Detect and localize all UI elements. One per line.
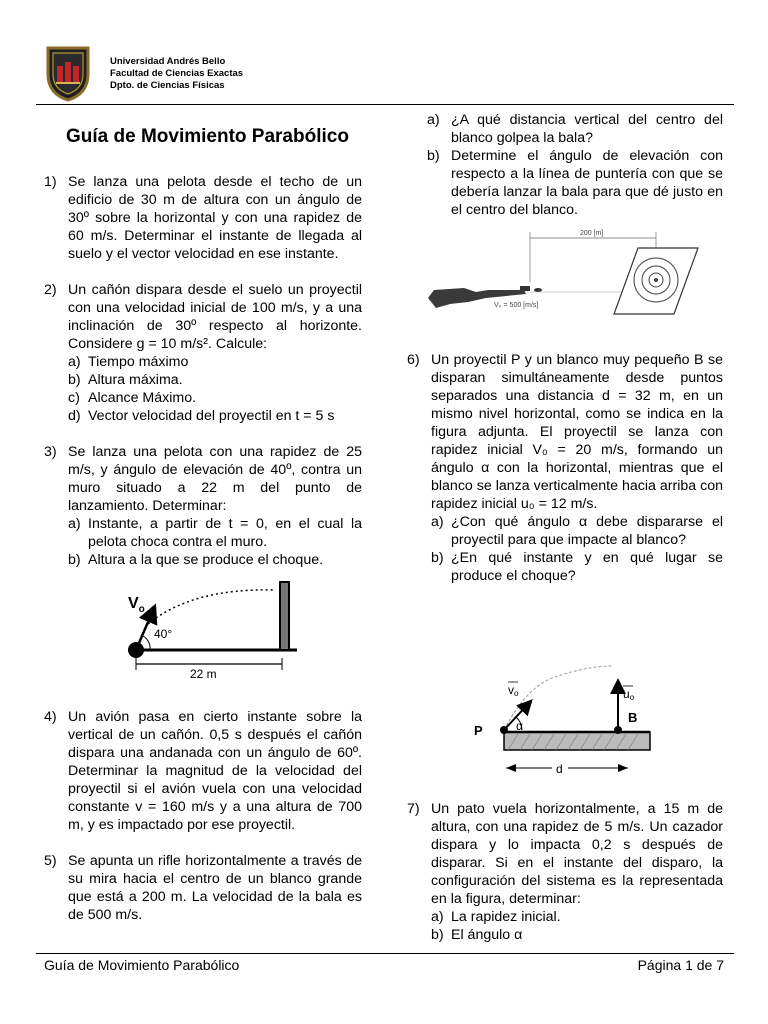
problem-number: 2) (44, 282, 57, 298)
problem-number: 1) (44, 174, 57, 190)
subitem (68, 371, 362, 389)
subitem-text: Altura a la que se produce el choque. (88, 552, 324, 568)
problem-number: 7) (407, 801, 420, 817)
subitem-letter: b) (68, 552, 81, 568)
problem-3 (44, 443, 362, 569)
u-sub-label: o (629, 693, 635, 702)
figure-projectile-target (468, 594, 658, 780)
angle-label: 40° (154, 627, 173, 641)
velocity-sub-label: o (138, 604, 145, 615)
university-logo (44, 44, 92, 102)
subitem-letter: c) (68, 390, 80, 406)
left-column (44, 173, 362, 569)
subitem (431, 926, 723, 944)
subitem-text: Vector velocidad del proyectil en t = 5 s (88, 408, 335, 424)
svg-text:Vo (128, 595, 145, 615)
subitem (68, 353, 362, 371)
v-sub-label: o (514, 689, 519, 698)
department-name: Dpto. de Ciencias Físicas (110, 80, 225, 91)
subitem (68, 551, 362, 569)
right-column-top (407, 111, 723, 219)
page-number: Página 1 de 7 (637, 957, 724, 973)
distance-label: 22 m (190, 667, 217, 680)
footer-title: Guía de Movimiento Parabólico (44, 957, 240, 973)
problem-text: Un avión pasa en cierto instante sobre la vertical de un cañón. 0,5 s después el cañón dispara una andanada con un ángulo de 60º. Determinar la magnitud de la velocidad del proyectil si el avión vuela con una velocidad constante v = 160 m/s y a una altura de 700 m, y es impactado por ese proyectil. (68, 709, 362, 833)
subitem (68, 515, 362, 551)
figure-wall-throw (112, 576, 312, 680)
subitem-text: ¿Con qué ángulo α debe dispararse el proyectil para que impacte al blanco? (451, 514, 723, 548)
subitem-letter: a) (427, 112, 440, 128)
page-title: Guía de Movimiento Parabólico (66, 126, 349, 147)
subitem-letter: a) (431, 514, 444, 530)
subitem-letter: b) (431, 927, 444, 943)
subitem-text: ¿A qué distancia vertical del centro del blanco golpea la bala? (451, 112, 723, 146)
subitem (68, 389, 362, 407)
point-p-label: P (474, 723, 483, 738)
subitem-letter: b) (68, 372, 81, 388)
alpha-label: α (516, 719, 523, 733)
problem-7 (407, 800, 723, 944)
subitem-text: Tiempo máximo (88, 354, 189, 370)
problem-number: 3) (44, 444, 57, 460)
subitem (407, 147, 723, 219)
subitem-letter: a) (68, 516, 81, 532)
figure-rifle-target (426, 222, 708, 322)
point-b-label: B (628, 710, 638, 725)
svg-text:uo (623, 687, 635, 702)
institution-block (110, 56, 243, 92)
footer-rule (36, 953, 734, 954)
distance-label: 200 [m] (580, 230, 604, 237)
problem-text: Un pato vuela horizontalmente, a 15 m de altura, con una rapidez de 5 m/s. Un cazador dispara y lo impacta 0,2 s después de disparar. Si en el instante del disparo, la configuración del sistema es la representada en la figura, determinar: (431, 801, 723, 907)
problem-number: 6) (407, 352, 420, 368)
right-column-mid (407, 351, 723, 585)
v-label: v (508, 683, 514, 697)
subitem-text: Instante, a partir de t = 0, en el cual la pelota choca contra el muro. (88, 516, 362, 550)
problem-text: Se lanza una pelota con una rapidez de 25 m/s, y ángulo de elevación de 40º, contra un muro situado a 22 m del punto de lanzamiento. Determinar: (68, 444, 362, 514)
faculty-name: Facultad de Ciencias Exactas (110, 68, 244, 79)
problem-number: 4) (44, 709, 57, 725)
problem-number: 5) (44, 853, 57, 869)
problem-text: Un proyectil P y un blanco muy pequeño B se disparan simultáneamente desde puntos separados una distancia d = 32 m, en un mismo nivel horizontal, como se indica en la figura adjunta. El proyectil se lanza con rapidez inicial V₀ = 20 m/s, formando un ángulo α con la horizontal, mientras que el blanco se lanza verticalmente hacia arriba con rapidez inicial u₀ = 12 m/s. (431, 352, 723, 512)
subitem-letter: b) (427, 148, 440, 164)
subitem (431, 549, 723, 585)
speed-label: V₀ = 500 [m/s] (494, 302, 539, 309)
subitem-letter: d) (68, 408, 81, 424)
right-column-bottom (407, 800, 723, 944)
problem-2 (44, 281, 362, 425)
subitem-text: Determine el ángulo de elevación con respecto a la línea de puntería con que se debería lanzar la bala para que dé justo en el centro del blanco. (451, 148, 723, 218)
subitem (431, 513, 723, 549)
subitem-letter: b) (431, 550, 444, 566)
distance-label: d (556, 762, 563, 776)
problem-1 (44, 173, 362, 263)
subitem-text: ¿En qué instante y en qué lugar se produce el choque? (451, 550, 723, 584)
subitem-text: Alcance Máximo. (88, 390, 197, 406)
subitem-letter: a) (431, 909, 444, 925)
subitem-text: El ángulo α (451, 927, 523, 943)
subitem (407, 111, 723, 147)
header-rule (36, 104, 734, 105)
problem-text: Un cañón dispara desde el suelo un proyectil con una velocidad inicial de 100 m/s, y a una inclinación de 30º respecto al horizonte. Considere g = 10 m/s². Calcule: (68, 282, 362, 352)
left-column-bottom (44, 708, 362, 924)
problem-4 (44, 708, 362, 834)
university-name: Universidad Andrés Bello (110, 56, 226, 67)
subitem-letter: a) (68, 354, 81, 370)
subitem-text: La rapidez inicial. (451, 909, 561, 925)
subitem (68, 407, 362, 425)
subitem (431, 908, 723, 926)
problem-5 (44, 852, 362, 924)
problem-text: Se lanza una pelota desde el techo de un edificio de 30 m de altura con un ángulo de 30º sobre la horizontal y con una rapidez de 60 m/s. Determinar el instante de llegada al suelo y el vector velocidad en ese instante. (68, 174, 362, 262)
svg-text:vo (508, 683, 519, 698)
problem-6 (407, 351, 723, 585)
problem-text: Se apunta un rifle horizontalmente a través de su mira hacia el centro de un blanco grande que está a 200 m. La velocidad de la bala es de 500 m/s. (68, 853, 362, 923)
velocity-label: V (128, 595, 139, 612)
subitem-text: Altura máxima. (88, 372, 183, 388)
u-label: u (623, 687, 630, 701)
